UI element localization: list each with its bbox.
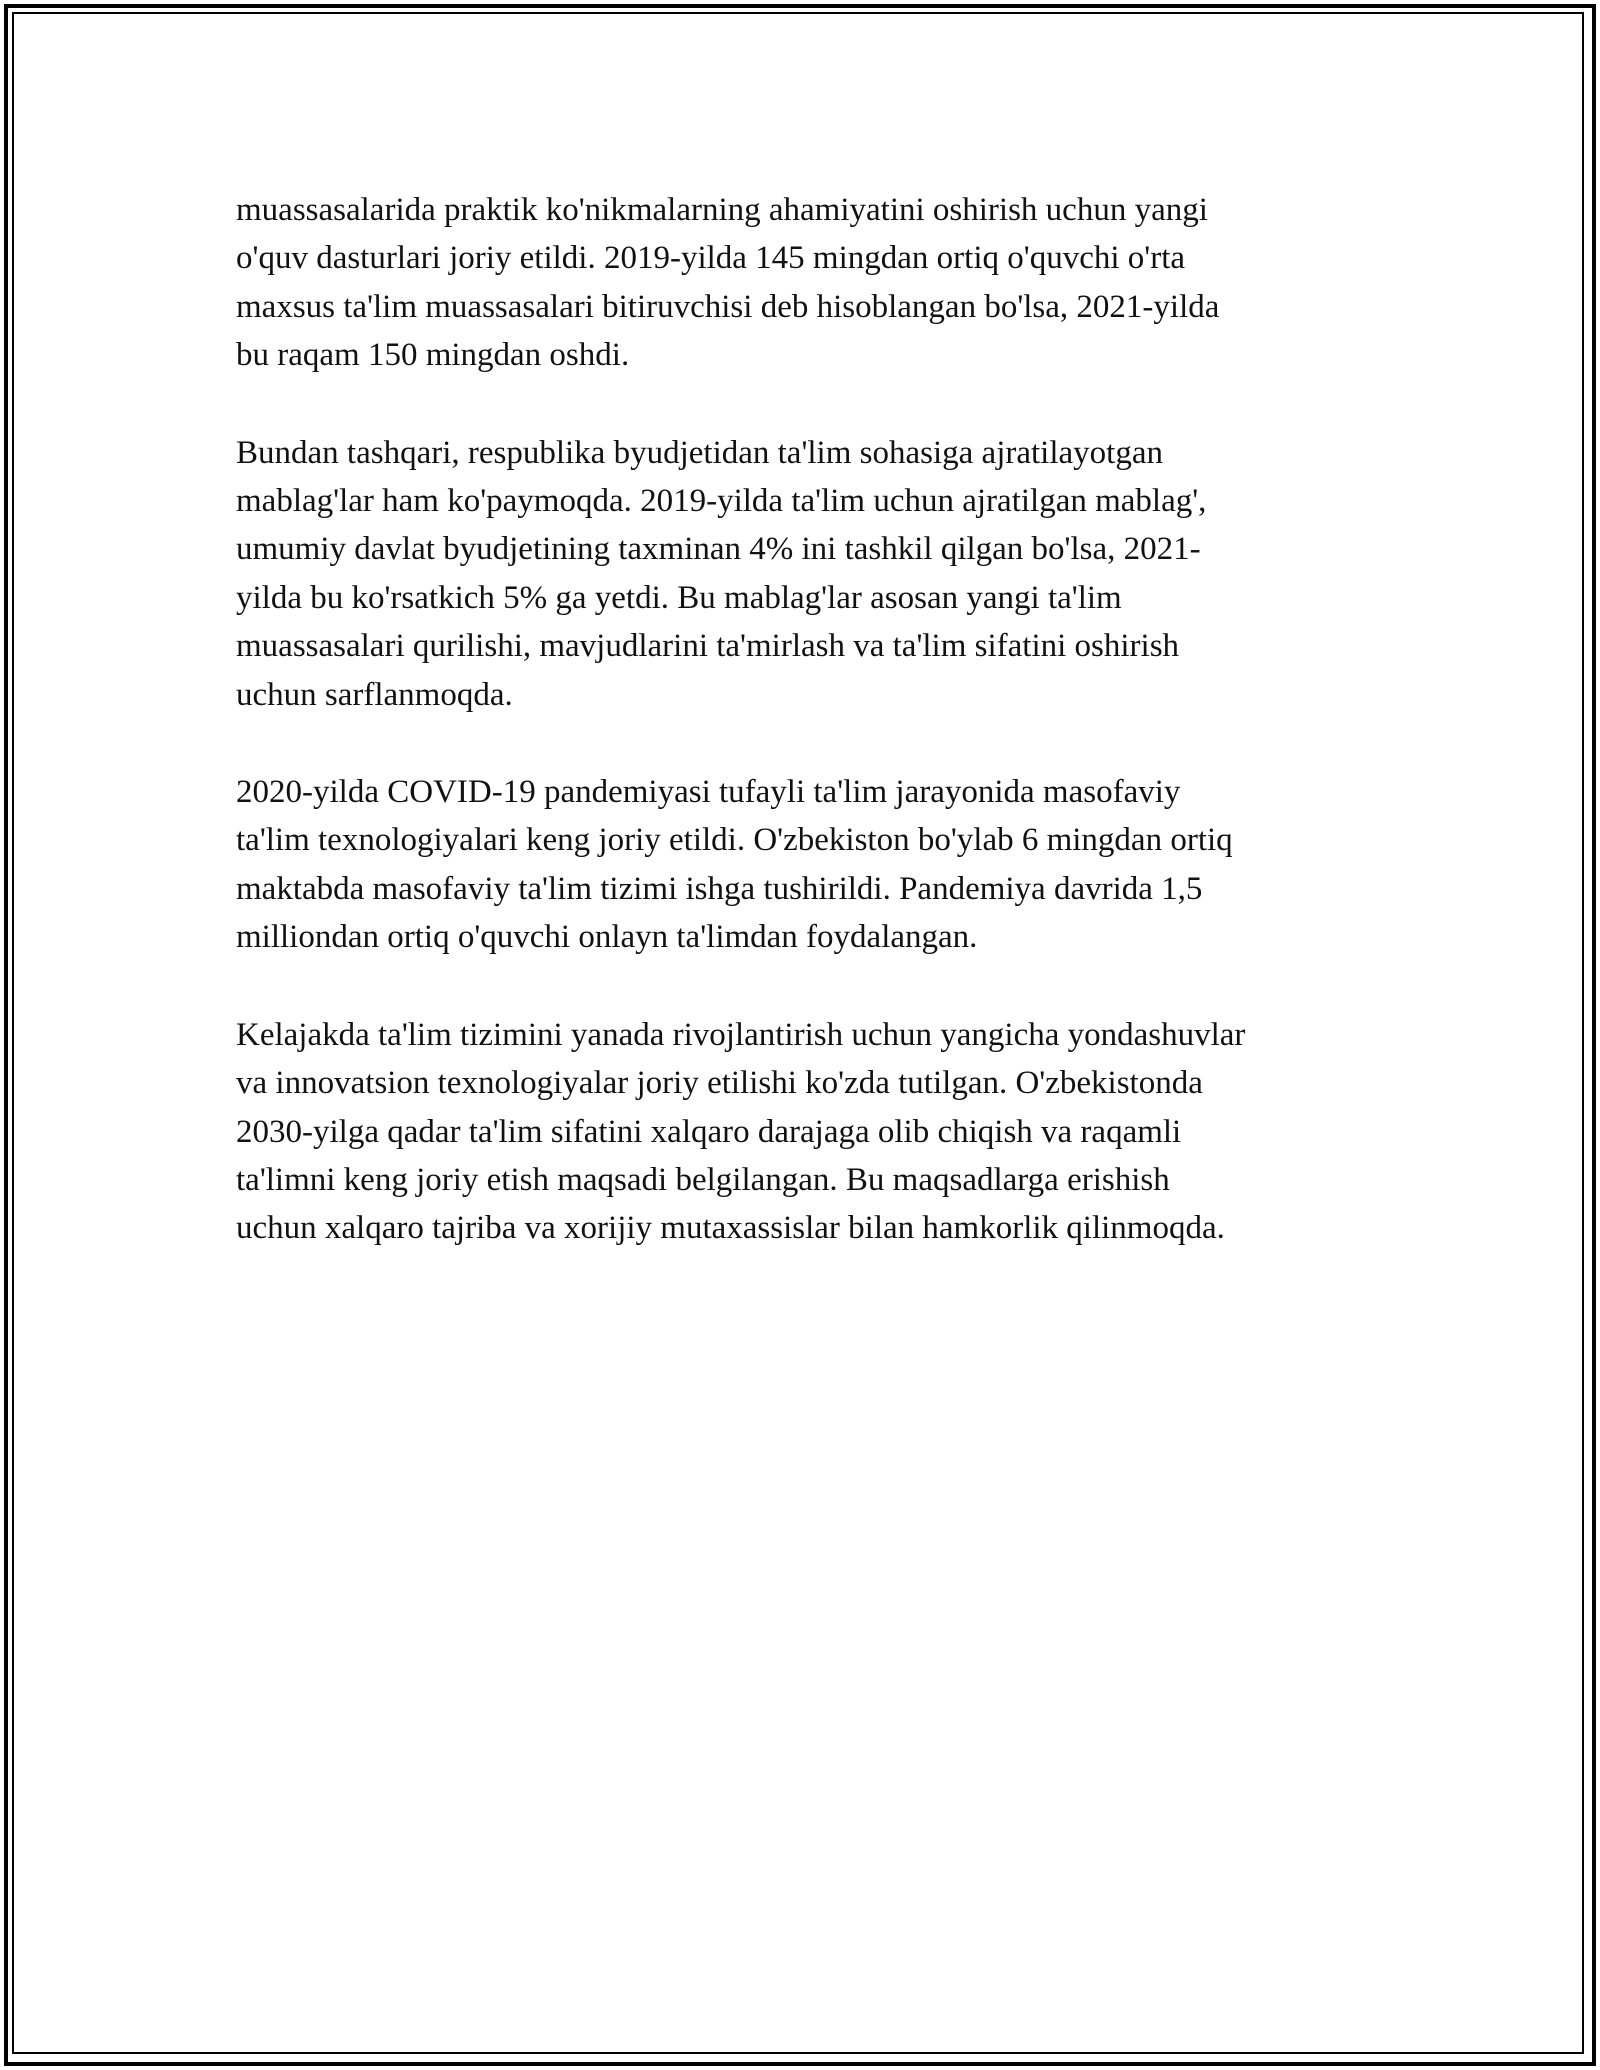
document-body (236, 186, 1376, 1302)
text-line: Kelajakda ta'lim tizimini yanada rivojlantirish uchun yangicha yondashuvlar (236, 1016, 1246, 1053)
text-line: muassasalarida praktik ko'nikmalarning ahamiyatini oshirish uchun yangi (236, 192, 1208, 228)
text-line: uchun xalqaro tajriba va xorijiy mutaxassislar bilan hamkorlik qilinmoqda. (236, 1210, 1225, 1247)
text-line: bu raqam 150 mingdan oshdi. (236, 337, 630, 374)
text-line: 2030-yilga qadar ta'lim sifatini xalqaro darajaga olib chiqish va raqamli (236, 1113, 1182, 1150)
text-line: ta'limni keng joriy etish maqsadi belgilangan. Bu maqsadlarga erishish (236, 1161, 1170, 1198)
paragraph-4 (236, 1011, 1376, 1253)
text-line: 2020-yilda COVID-19 pandemiyasi tufayli ta'lim jarayonida masofaviy (236, 774, 1181, 811)
paragraph-3 (236, 768, 1376, 962)
text-line: umumiy davlat byudjetining taxminan 4% ini tashkil qilgan bo'lsa, 2021- (236, 531, 1201, 568)
text-line: Bundan tashqari, respublika byudjetidan ta'lim sohasiga ajratilayotgan (236, 434, 1163, 471)
text-line: maktabda masofaviy ta'lim tizimi ishga tushirildi. Pandemiya davrida 1,5 (236, 870, 1203, 907)
text-line: maxsus ta'lim muassasalari bitiruvchisi deb hisoblangan bo'lsa, 2021-yilda (236, 288, 1220, 325)
text-line: muassasalari qurilishi, mavjudlarini ta'mirlash va ta'lim sifatini oshirish (236, 628, 1180, 665)
text-line: mablag'lar ham ko'paymoqda. 2019-yilda ta'lim uchun ajratilgan mablag', (236, 483, 1207, 520)
paragraph-2 (236, 429, 1376, 719)
text-line: va innovatsion texnologiyalar joriy etilishi ko'zda tutilgan. O'zbekistonda (236, 1065, 1203, 1102)
text-line: uchun sarflanmoqda. (236, 676, 513, 713)
paragraph-1 (236, 186, 1376, 380)
text-line: o'quv dasturlari joriy etildi. 2019-yilda 145 mingdan ortiq o'quvchi o'rta (236, 240, 1186, 277)
text-line: milliondan ortiq o'quvchi onlayn ta'limdan foydalangan. (236, 919, 978, 956)
text-line: yilda bu ko'rsatkich 5% ga yetdi. Bu mablag'lar asosan yangi ta'lim (236, 579, 1122, 616)
text-line: ta'lim texnologiyalari keng joriy etildi. O'zbekiston bo'ylab 6 mingdan ortiq (236, 822, 1233, 859)
